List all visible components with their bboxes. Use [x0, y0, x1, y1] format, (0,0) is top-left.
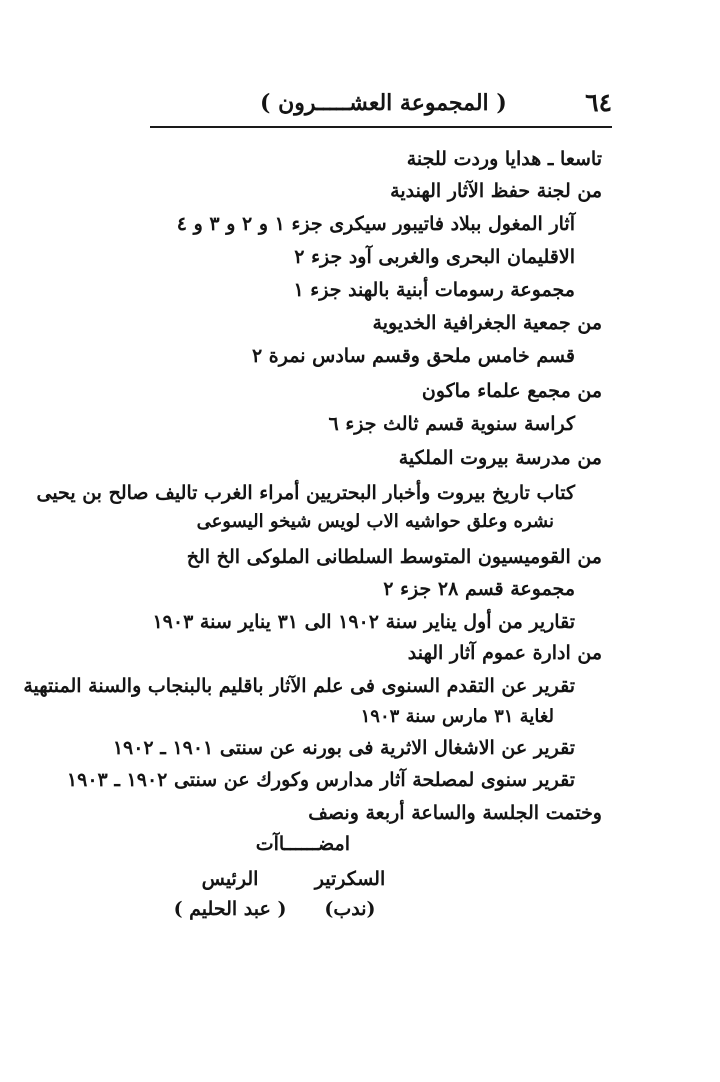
- source-line: من ادارة عموم آثار الهند: [407, 642, 602, 664]
- gift-item: آثار المغول ببلاد فاتيبور سيكرى جزء ١ و ٢ و ٣ و ٤: [176, 213, 575, 235]
- closing-line: وختمت الجلسة والساعة أربعة ونصف: [308, 802, 602, 824]
- source-line: من مجمع علماء ماكون: [421, 380, 602, 402]
- page-header: [150, 78, 612, 126]
- gift-item: قسم خامس ملحق وقسم سادس نمرة ٢: [251, 345, 575, 367]
- header-rule: [150, 126, 612, 128]
- source-line: من القوميسيون المتوسط السلطانى الملوكى الخ الخ: [186, 546, 602, 568]
- gift-item: تقرير عن الاشغال الاثرية فى بورنه عن سنتى ١٩٠١ ـ ١٩٠٢: [112, 737, 575, 759]
- secretary-name: (ندب): [324, 898, 376, 920]
- gift-item-continuation: لغاية ٣١ مارس سنة ١٩٠٣: [360, 706, 554, 727]
- gift-item: كراسة سنوية قسم ثالث جزء ٦: [328, 413, 575, 435]
- gift-item: مجموعة قسم ٢٨ جزء ٢: [383, 578, 575, 600]
- section-heading-gifts: تاسعا ـ هدايا وردت للجنة: [406, 148, 602, 170]
- gift-item: كتاب تاريخ بيروت وأخبار البحتريين أمراء الغرب تاليف صالح بن يحيى: [36, 482, 575, 504]
- gift-item: مجموعة رسومات أبنية بالهند جزء ١: [293, 279, 575, 301]
- secretary-title: السكرتير: [314, 868, 386, 890]
- source-line: من لجنة حفظ الآثار الهندية: [390, 180, 602, 202]
- gift-item: الاقليمان البحرى والغربى آود جزء ٢: [294, 246, 575, 268]
- signature-secretary: [290, 868, 410, 920]
- source-line: من جمعية الجغرافية الخديوية: [372, 312, 602, 334]
- signatures-heading: امضــــــاآت: [255, 833, 350, 855]
- gift-item: تقارير من أول يناير سنة ١٩٠٢ الى ٣١ يناير سنة ١٩٠٣: [152, 611, 575, 633]
- page-number: ٦٤: [585, 88, 612, 117]
- gift-item: تقرير عن التقدم السنوى فى علم الآثار باقليم بالبنجاب والسنة المنتهية: [23, 675, 575, 697]
- running-title: ( المجموعة العشـــــرون ): [260, 90, 507, 116]
- president-title: الرئيس: [201, 868, 259, 890]
- president-name: ( عبد الحليم ): [173, 898, 287, 920]
- gift-item: تقرير سنوى لمصلحة آثار مدارس وكورك عن سنتى ١٩٠٢ ـ ١٩٠٣: [66, 769, 575, 791]
- gift-item-continuation: نشره وعلق حواشيه الاب لويس شيخو اليسوعى: [196, 511, 554, 532]
- source-line: من مدرسة بيروت الملكية: [398, 447, 602, 469]
- signature-president: [170, 868, 290, 920]
